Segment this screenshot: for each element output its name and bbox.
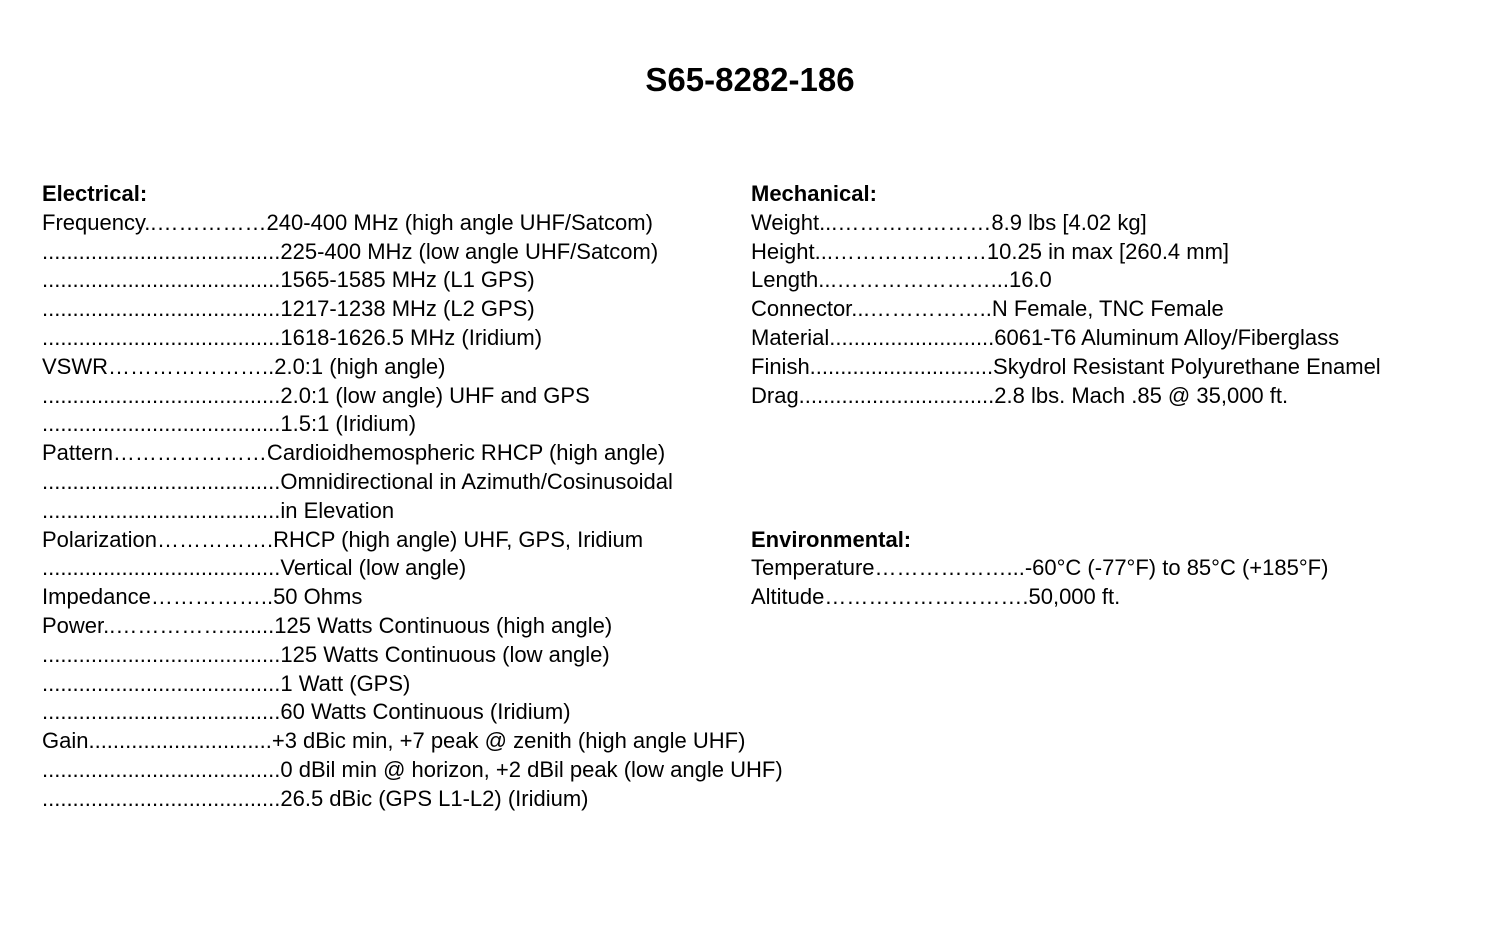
spec-line: .......................................1 Watt (GPS) (42, 670, 411, 696)
spec-line: Temperature………………...-60°C (-77°F) to 85°C (+185°F) (751, 555, 1329, 581)
spec-line: .......................................225-400 MHz (low angle UHF/Satcom) (42, 238, 659, 264)
spec-line: Gain..............................+3 dBic min, +7 peak @ zenith (high angle UHF) (42, 728, 746, 754)
spec-line: Length...…………………...16.0 (751, 267, 1052, 293)
spec-line: Finish..............................Skydrol Resistant Polyurethane Enamel (751, 353, 1381, 379)
spec-line: Frequency..……………240-400 MHz (high angle UHF/Satcom) (42, 209, 653, 235)
spec-line: Connector...……………..N Female, TNC Female (751, 296, 1224, 322)
spec-line: Height...…………………10.25 in max [260.4 mm] (751, 238, 1230, 264)
spec-line: Material...........................6061-T6 Aluminum Alloy/Fiberglass (751, 324, 1340, 350)
mechanical-heading: Mechanical: (751, 181, 877, 206)
spacer (751, 468, 1381, 497)
environmental-section (751, 526, 1381, 612)
spec-line: .......................................1217-1238 MHz (L2 GPS) (42, 296, 535, 322)
electrical-heading: Electrical: (42, 181, 148, 206)
spec-line: Power..……………........125 Watts Continuous (high angle) (42, 612, 613, 638)
spec-line: .......................................2.0:1 (low angle) UHF and GPS (42, 382, 590, 408)
spec-line: .......................................1.5:1 (Iridium) (42, 411, 417, 437)
environmental-heading: Environmental: (751, 526, 912, 552)
spec-line: Polarization…………….RHCP (high angle) UHF, GPS, Iridium (42, 526, 644, 552)
spec-line: .......................................125 Watts Continuous (low angle) (42, 641, 610, 667)
spec-line: .......................................Omnidirectional in Azimuth/Cosinusoidal (42, 468, 673, 494)
spacer (751, 497, 1381, 526)
spec-line: Drag................................2.8 lbs. Mach .85 @ 35,000 ft. (751, 382, 1289, 408)
spec-line: .......................................in Elevation (42, 497, 395, 523)
document-title: S65-8282-186 (645, 61, 855, 98)
mechanical-section (751, 180, 1381, 410)
spacer (751, 439, 1381, 468)
spec-line: Pattern…………………Cardioidhemospheric RHCP (high angle) (42, 440, 666, 466)
spec-line: Weight...…………………8.9 lbs [4.02 kg] (751, 209, 1147, 235)
electrical-section (42, 180, 783, 814)
spec-line: .......................................60 Watts Continuous (Iridium) (42, 699, 571, 725)
spec-line: .......................................Vertical (low angle) (42, 555, 467, 581)
right-column (751, 180, 1381, 612)
spec-line: .......................................26.5 dBic (GPS L1-L2) (Iridium) (42, 785, 589, 811)
spec-line: Altitude……………………….50,000 ft. (751, 584, 1121, 610)
spec-line: .......................................0 dBil min @ horizon, +2 dBil peak (low angle UHF) (42, 756, 783, 782)
spec-line: .......................................1618-1626.5 MHz (Iridium) (42, 324, 543, 350)
spec-line: Impedance……………..50 Ohms (42, 584, 363, 610)
spec-line: .......................................1565-1585 MHz (L1 GPS) (42, 267, 535, 293)
spacer (751, 410, 1381, 439)
spec-line: VSWR…………………..2.0:1 (high angle) (42, 353, 446, 379)
